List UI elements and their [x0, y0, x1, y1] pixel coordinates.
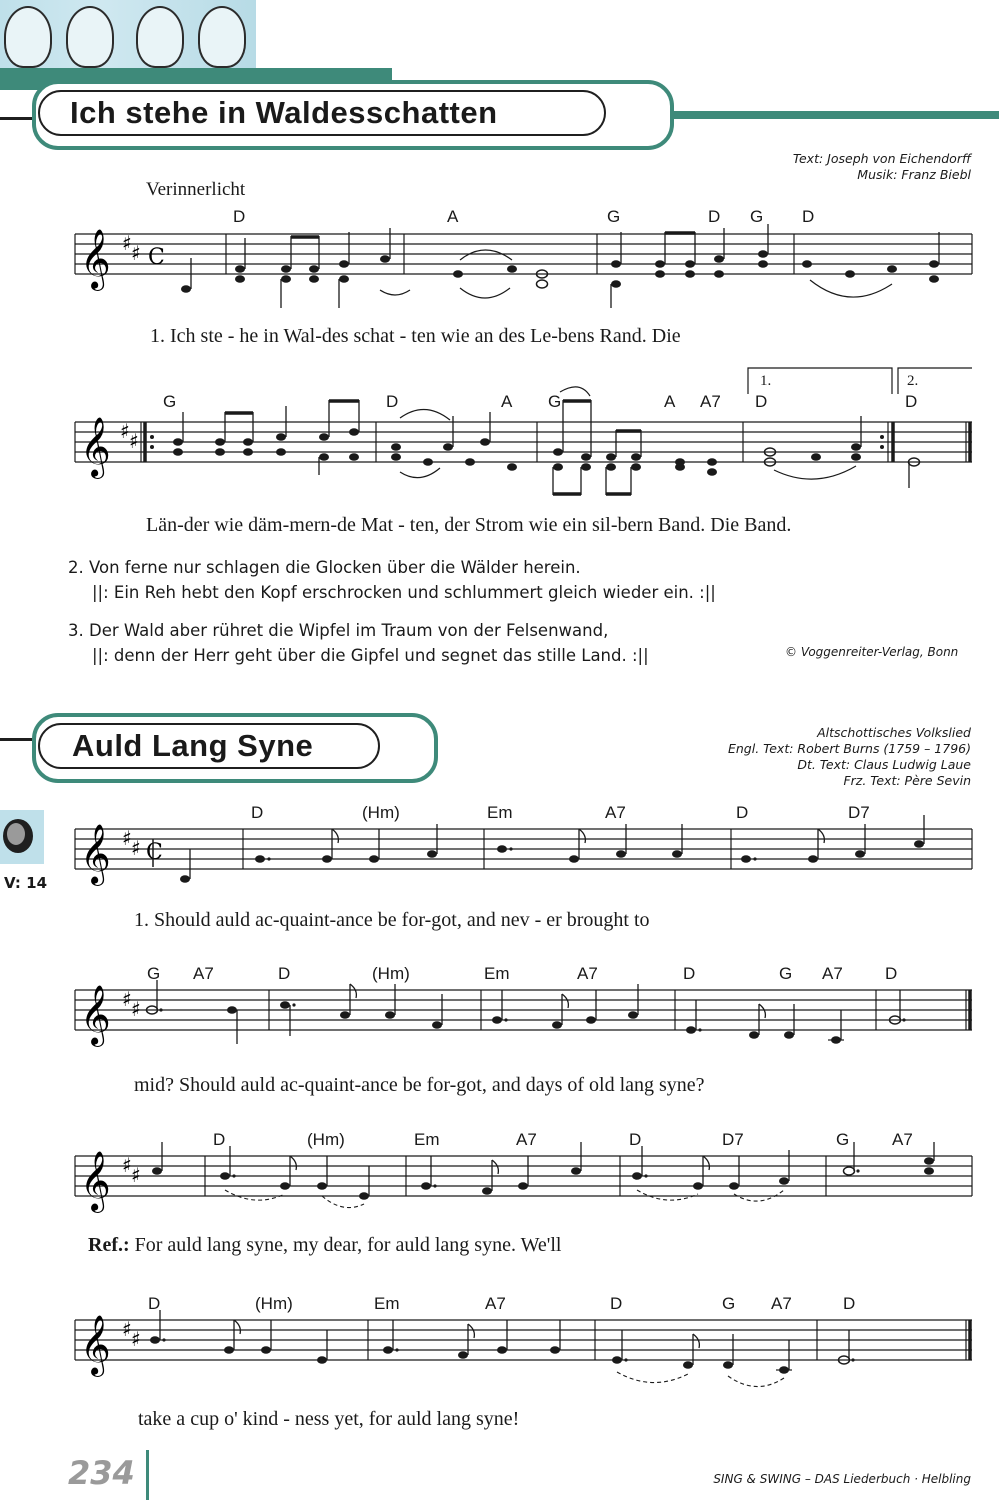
svg-text:𝄞: 𝄞	[80, 1315, 111, 1375]
svg-text:♯: ♯	[122, 1317, 132, 1341]
chord: G	[163, 392, 177, 411]
cd-label: V: 14	[4, 874, 48, 892]
title-rule	[0, 738, 36, 741]
chord: Em	[484, 964, 510, 983]
chord: A7	[485, 1294, 506, 1313]
chord: A	[664, 392, 676, 411]
verse-line: Von ferne nur schlagen die Glocken über die Wälder herein.	[89, 558, 581, 577]
chord: A7	[193, 964, 214, 983]
chord: A7	[516, 1130, 537, 1149]
chord: D	[885, 964, 898, 983]
chord: A	[501, 392, 513, 411]
svg-text:♯: ♯	[120, 419, 130, 443]
chord: G	[147, 964, 161, 983]
song1-staff-1	[0, 220, 999, 310]
svg-text:♯: ♯	[131, 241, 141, 265]
credit-line: Altschottisches Volkslied	[817, 725, 971, 740]
chord: G	[836, 1130, 850, 1149]
verse-line: ||: Ein Reh hebt den Kopf erschrocken und schlummert gleich wieder ein. :||	[92, 583, 716, 602]
svg-text:♯: ♯	[131, 997, 141, 1021]
verse-number: 3.	[68, 621, 84, 640]
song2-lyrics-2: mid? Should auld ac-quaint-ance be for-got, and days of old lang syne?	[134, 1074, 705, 1096]
credit-line: Text: Joseph von Eichendorff	[792, 151, 971, 166]
chord: D	[802, 207, 815, 226]
title-rule	[0, 117, 36, 120]
chord: D	[610, 1294, 623, 1313]
chord: A7	[577, 964, 598, 983]
chord: D	[386, 392, 399, 411]
song2-staff-4	[0, 1306, 999, 1396]
chord: (Hm)	[255, 1294, 293, 1313]
photo-face	[66, 6, 114, 68]
song2-title-frame	[32, 713, 438, 783]
credit-line: Engl. Text: Robert Burns (1759 – 1796)	[727, 741, 971, 756]
song1-lyrics-1: 1. Ich ste - he in Wal-des schat - ten wie an des Le-bens Rand. Die	[150, 325, 681, 347]
svg-text:♯: ♯	[122, 231, 132, 255]
svg-text:♯: ♯	[131, 836, 141, 860]
song2-lyrics-3	[88, 1234, 561, 1257]
volta-1: 1.	[760, 373, 772, 389]
chord: G	[607, 207, 621, 226]
chord: D	[755, 392, 768, 411]
chord: D	[213, 1130, 226, 1149]
chord: D7	[722, 1130, 744, 1149]
chord: A	[447, 207, 459, 226]
chord: (Hm)	[362, 803, 400, 822]
chord: G	[779, 964, 793, 983]
song2-lyrics-4: take a cup o' kind - ness yet, for auld lang syne!	[138, 1408, 520, 1430]
chord: G	[750, 207, 764, 226]
svg-text:♯: ♯	[131, 1163, 141, 1187]
credit-line: Dt. Text: Claus Ludwig Laue	[797, 757, 971, 772]
svg-text:𝄞: 𝄞	[80, 417, 111, 477]
verse-number: 2.	[68, 558, 84, 577]
chord: Em	[374, 1294, 400, 1313]
song2-title-box	[38, 723, 380, 769]
credit-line: Musik: Franz Biebl	[857, 167, 971, 182]
song1-title: Ich stehe in Waldesschatten	[70, 95, 498, 130]
chord: (Hm)	[372, 964, 410, 983]
chord: Em	[414, 1130, 440, 1149]
svg-text:𝄞: 𝄞	[80, 824, 111, 884]
chord: D	[843, 1294, 856, 1313]
chord: A7	[771, 1294, 792, 1313]
song1-tempo: Verinnerlicht	[146, 179, 246, 200]
svg-text:C: C	[148, 245, 165, 270]
song2-staff-1	[0, 815, 999, 895]
chord: A7	[605, 803, 626, 822]
chord: D	[233, 207, 246, 226]
svg-text:𝄞: 𝄞	[80, 985, 111, 1045]
verse-3	[68, 618, 649, 668]
svg-text:♯: ♯	[122, 1153, 132, 1177]
song1-title-box	[38, 90, 606, 136]
song1-copyright: © Voggenreiter-Verlag, Bonn	[785, 645, 959, 659]
chord: D	[708, 207, 721, 226]
chord: D	[148, 1294, 161, 1313]
svg-text:C: C	[146, 840, 163, 865]
chord: A7	[822, 964, 843, 983]
footer-divider	[146, 1450, 149, 1500]
page-number: 234	[68, 1454, 135, 1492]
svg-text:♯: ♯	[131, 1327, 141, 1351]
refrain-lyrics: For auld lang syne, my dear, for auld lang syne. We'll	[134, 1234, 562, 1256]
song1-staff-2	[0, 360, 999, 510]
svg-text:𝄞: 𝄞	[80, 1151, 111, 1211]
volta-2: 2.	[907, 373, 919, 389]
refrain-label: Ref.:	[88, 1234, 130, 1256]
chord: D	[278, 964, 291, 983]
footer-book-title: SING & SWING – DAS Liederbuch · Helbling	[713, 1472, 971, 1486]
song1-lyrics-2: Län-der wie däm-mern-de Mat - ten, der Strom wie ein sil-bern Band. Die Band.	[146, 514, 792, 536]
chord: D	[251, 803, 264, 822]
song2-staff-3	[0, 1142, 999, 1232]
chord: D	[736, 803, 749, 822]
chord: Em	[487, 803, 513, 822]
chord: D	[905, 392, 918, 411]
header-photo	[0, 0, 256, 68]
svg-text:♯: ♯	[122, 987, 132, 1011]
photo-face	[4, 6, 52, 68]
chord: A7	[892, 1130, 913, 1149]
verse-line: Der Wald aber rühret die Wipfel im Traum von der Felsenwand,	[89, 621, 609, 640]
credit-line: Frz. Text: Père Sevin	[843, 773, 971, 788]
song1-credits	[793, 151, 971, 183]
song1-title-frame	[32, 80, 674, 150]
chord: G	[548, 392, 562, 411]
verse-line: ||: denn der Herr geht über die Gipfel und segnet das stille Land. :||	[92, 646, 649, 665]
chord: G	[722, 1294, 736, 1313]
verse-2	[68, 555, 716, 605]
chord: (Hm)	[307, 1130, 345, 1149]
svg-text:𝄞: 𝄞	[80, 229, 111, 289]
svg-text:♯: ♯	[122, 826, 132, 850]
song2-credits	[728, 725, 971, 789]
song2-title: Auld Lang Syne	[72, 728, 314, 763]
song2-lyrics-1: 1. Should auld ac-quaint-ance be for-got, and nev - er brought to	[134, 909, 650, 931]
photo-face	[136, 6, 184, 68]
photo-face	[198, 6, 246, 68]
svg-text:♯: ♯	[129, 429, 139, 453]
chord: D	[683, 964, 696, 983]
chord: A7	[700, 392, 721, 411]
chord: D	[629, 1130, 642, 1149]
song2-staff-2	[0, 976, 999, 1056]
chord: D7	[848, 803, 870, 822]
